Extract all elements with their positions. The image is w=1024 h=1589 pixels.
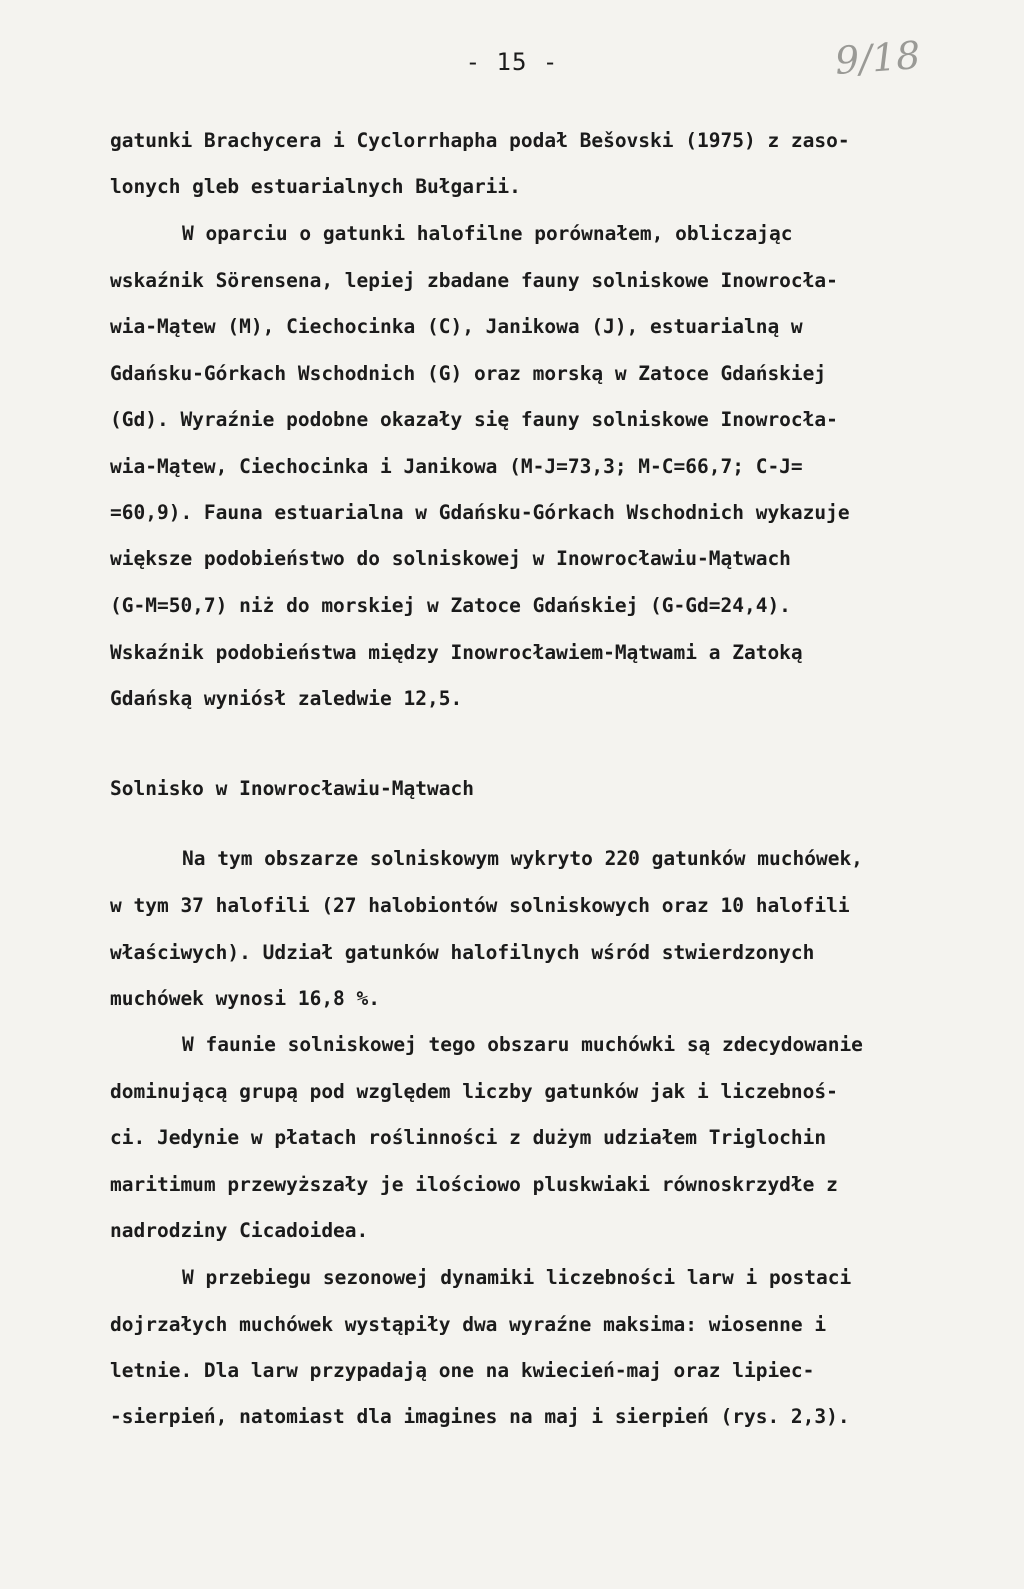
page-number: - 15 - (465, 48, 559, 76)
text-line: muchówek wynosi 16,8 %. (110, 987, 381, 1010)
text-line: ci. Jedynie w płatach roślinności z dużym udziałem Triglochin (110, 1126, 827, 1149)
text-line: W przebiegu sezonowej dynamiki liczebności larw i postaci (182, 1266, 852, 1289)
text-line: =60,9). Fauna estuarialna w Gdańsku-Górkach Wschodnich wykazuje (110, 501, 850, 524)
text-line: dominującą grupą pod względem liczby gatunków jak i liczebnoś- (110, 1080, 838, 1103)
text-line: większe podobieństwo do solniskowej w Inowrocławiu-Mątwach (110, 547, 791, 570)
section-heading: Solnisko w Inowrocławiu-Mątwach (110, 777, 474, 800)
text-line: wia-Mątew, Ciechocinka i Janikowa (M-J=73,3; M-C=66,7; C-J= (110, 455, 803, 478)
text-line: W oparciu o gatunki halofilne porównałem, obliczając (182, 222, 793, 245)
text-line: (G-M=50,7) niż do morskiej w Zatoce Gdańskiej (G-Gd=24,4). (110, 594, 791, 617)
text-line: Gdańską wyniósł zaledwie 12,5. (110, 687, 463, 710)
text-line: wia-Mątew (M), Ciechocinka (C), Janikowa (J), estuarialną w (110, 315, 803, 338)
text-line: Wskaźnik podobieństwa między Inowrocławiem-Mątwami a Zatoką (110, 641, 803, 664)
text-line: maritimum przewyższały je ilościowo pluskwiaki równoskrzydłe z (110, 1173, 838, 1196)
text-line: wskaźnik Sörensena, lepiej zbadane fauny solniskowe Inowrocła- (110, 269, 838, 292)
text-line: -sierpień, natomiast dla imagines na maj i sierpień (rys. 2,3). (110, 1405, 850, 1428)
text-line: właściwych). Udział gatunków halofilnych wśród stwierdzonych (110, 941, 815, 964)
text-line: Na tym obszarze solniskowym wykryto 220 gatunków muchówek, (182, 847, 863, 870)
archive-handwritten-mark: 9/18 (833, 33, 922, 83)
text-line: W faunie solniskowej tego obszaru muchówki są zdecydowanie (182, 1033, 863, 1056)
text-line: nadrodziny Cicadoidea. (110, 1219, 369, 1242)
text-line: (Gd). Wyraźnie podobne okazały się fauny solniskowe Inowrocła- (110, 408, 838, 431)
text-line: lonych gleb estuarialnych Bułgarii. (110, 175, 521, 198)
text-line: Gdańsku-Górkach Wschodnich (G) oraz morską w Zatoce Gdańskiej (110, 362, 827, 385)
text-line: letnie. Dla larw przypadają one na kwiecień-maj oraz lipiec- (110, 1359, 815, 1382)
text-line: w tym 37 halofili (27 halobiontów solniskowych oraz 10 halofili (110, 894, 850, 917)
text-line: dojrzałych muchówek wystąpiły dwa wyraźne maksima: wiosenne i (110, 1313, 827, 1336)
text-line: gatunki Brachycera i Cyclorrhapha podał Bešovski (1975) z zaso- (110, 129, 850, 152)
